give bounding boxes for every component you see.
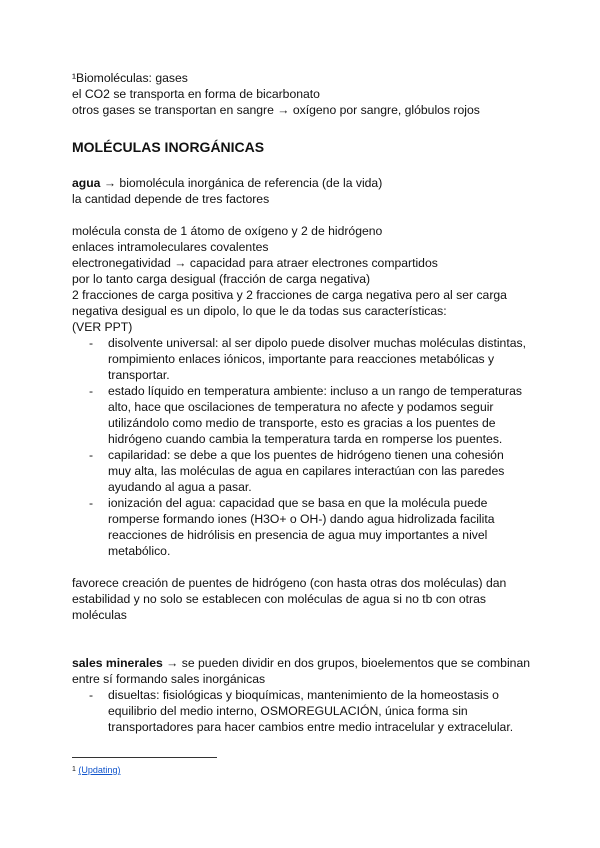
bullet-4-line-3: reacciones de hidrólisis en presencia de agua muy importantes a nivel [108, 528, 488, 542]
bullet-dash: - [89, 336, 94, 350]
bullet-3-line-2: muy alta, las moléculas de agua en capilares interactúan con las paredes [108, 464, 505, 478]
agua-p5: 2 fracciones de carga positiva y 2 fracciones de carga negativa pero al ser carga [72, 288, 507, 302]
bullet-4-line-4: metabólico. [108, 544, 171, 558]
footnote-link[interactable]: (Updating) [78, 765, 121, 775]
agua-p4: por lo tanto carga desigual (fracción de carga negativa) [72, 272, 371, 286]
sales-line-2: entre sí formando sales inorgánicas [72, 672, 266, 686]
agua-f3: moléculas [72, 608, 127, 622]
bullet-2-line-4: hidrógeno cuando cambia la temperatura tarda en romperse los puentes. [108, 432, 503, 446]
bullet-1-line-2: rompimiento enlaces iónicos, importante para reacciones metabólicas y [108, 352, 495, 366]
sales-bullet-line-1: disueltas: fisiológicas y bioquímicas, mantenimiento de la homeostasis o [108, 688, 499, 702]
bullet-2-line-3: utilizándolo como medio de transporte, esto es gracias a los puentes de [108, 416, 496, 430]
agua-p7: (VER PPT) [72, 320, 133, 334]
bullet-dash: - [89, 688, 94, 702]
footnote-mark: 1 [72, 766, 76, 773]
agua-line-2: la cantidad depende de tres factores [72, 192, 270, 206]
agua-def: → biomolécula inorgánica de referencia (de la vida) [100, 176, 383, 190]
bullet-3-line-1: capilaridad: se debe a que los puentes de hidrógeno tienen una cohesión [108, 448, 504, 462]
bullet-2-line-2: alto, hace que oscilaciones de temperatura no afecte y podamos seguir [108, 400, 494, 414]
bullet-1-line-3: transportar. [108, 368, 170, 382]
agua-p1: molécula consta de 1 átomo de oxígeno y 2 de hidrógeno [72, 224, 383, 238]
bullet-3-line-3: ayudando al agua a pasar. [108, 480, 252, 494]
bullet-dash: - [89, 448, 94, 462]
agua-p3: electronegatividad → capacidad para atraer electrones compartidos [72, 256, 438, 270]
agua-definition [72, 175, 382, 191]
agua-term: agua [72, 176, 101, 190]
bullet-4-line-2: romperse formando iones (H3O+ o OH-) dando agua hidrolizada facilita [108, 512, 495, 526]
sales-def: → se pueden dividir en dos grupos, bioelementos que se combinan [162, 656, 531, 670]
sales-definition [72, 655, 530, 671]
sales-bullet-line-2: equilibrio del medio interno, OSMOREGULACIÓN, única forma sin [108, 704, 468, 718]
section-heading: MOLÉCULAS INORGÁNICAS [72, 139, 265, 155]
intro-line-3: otros gases se transportan en sangre → oxígeno por sangre, glóbulos rojos [72, 103, 480, 117]
bullet-1-line-1: disolvente universal: al ser dipolo puede disolver muchas moléculas distintas, [108, 336, 526, 350]
footnote-divider [72, 757, 217, 758]
agua-p2: enlaces intramoleculares covalentes [72, 240, 269, 254]
footnote [72, 764, 120, 776]
intro-line-2: el CO2 se transporta en forma de bicarbonato [72, 87, 320, 101]
intro-line-1: ¹Biomoléculas: gases [72, 71, 188, 85]
bullet-dash: - [89, 496, 94, 510]
sales-bullet-line-3: transportadores para hacer cambios entre medio intracelular y extracelular. [108, 720, 514, 734]
agua-p6: negativa desigual es un dipolo, lo que le da todas sus características: [72, 304, 447, 318]
bullet-dash: - [89, 384, 94, 398]
bullet-4-line-1: ionización del agua: capacidad que se basa en que la molécula puede [108, 496, 488, 510]
agua-f1: favorece creación de puentes de hidrógeno (con hasta otras dos moléculas) dan [72, 576, 507, 590]
agua-f2: estabilidad y no solo se establecen con moléculas de agua si no tb con otras [72, 592, 486, 606]
bullet-2-line-1: estado líquido en temperatura ambiente: incluso a un rango de temperaturas [108, 384, 522, 398]
sales-term: sales minerales [72, 656, 163, 670]
